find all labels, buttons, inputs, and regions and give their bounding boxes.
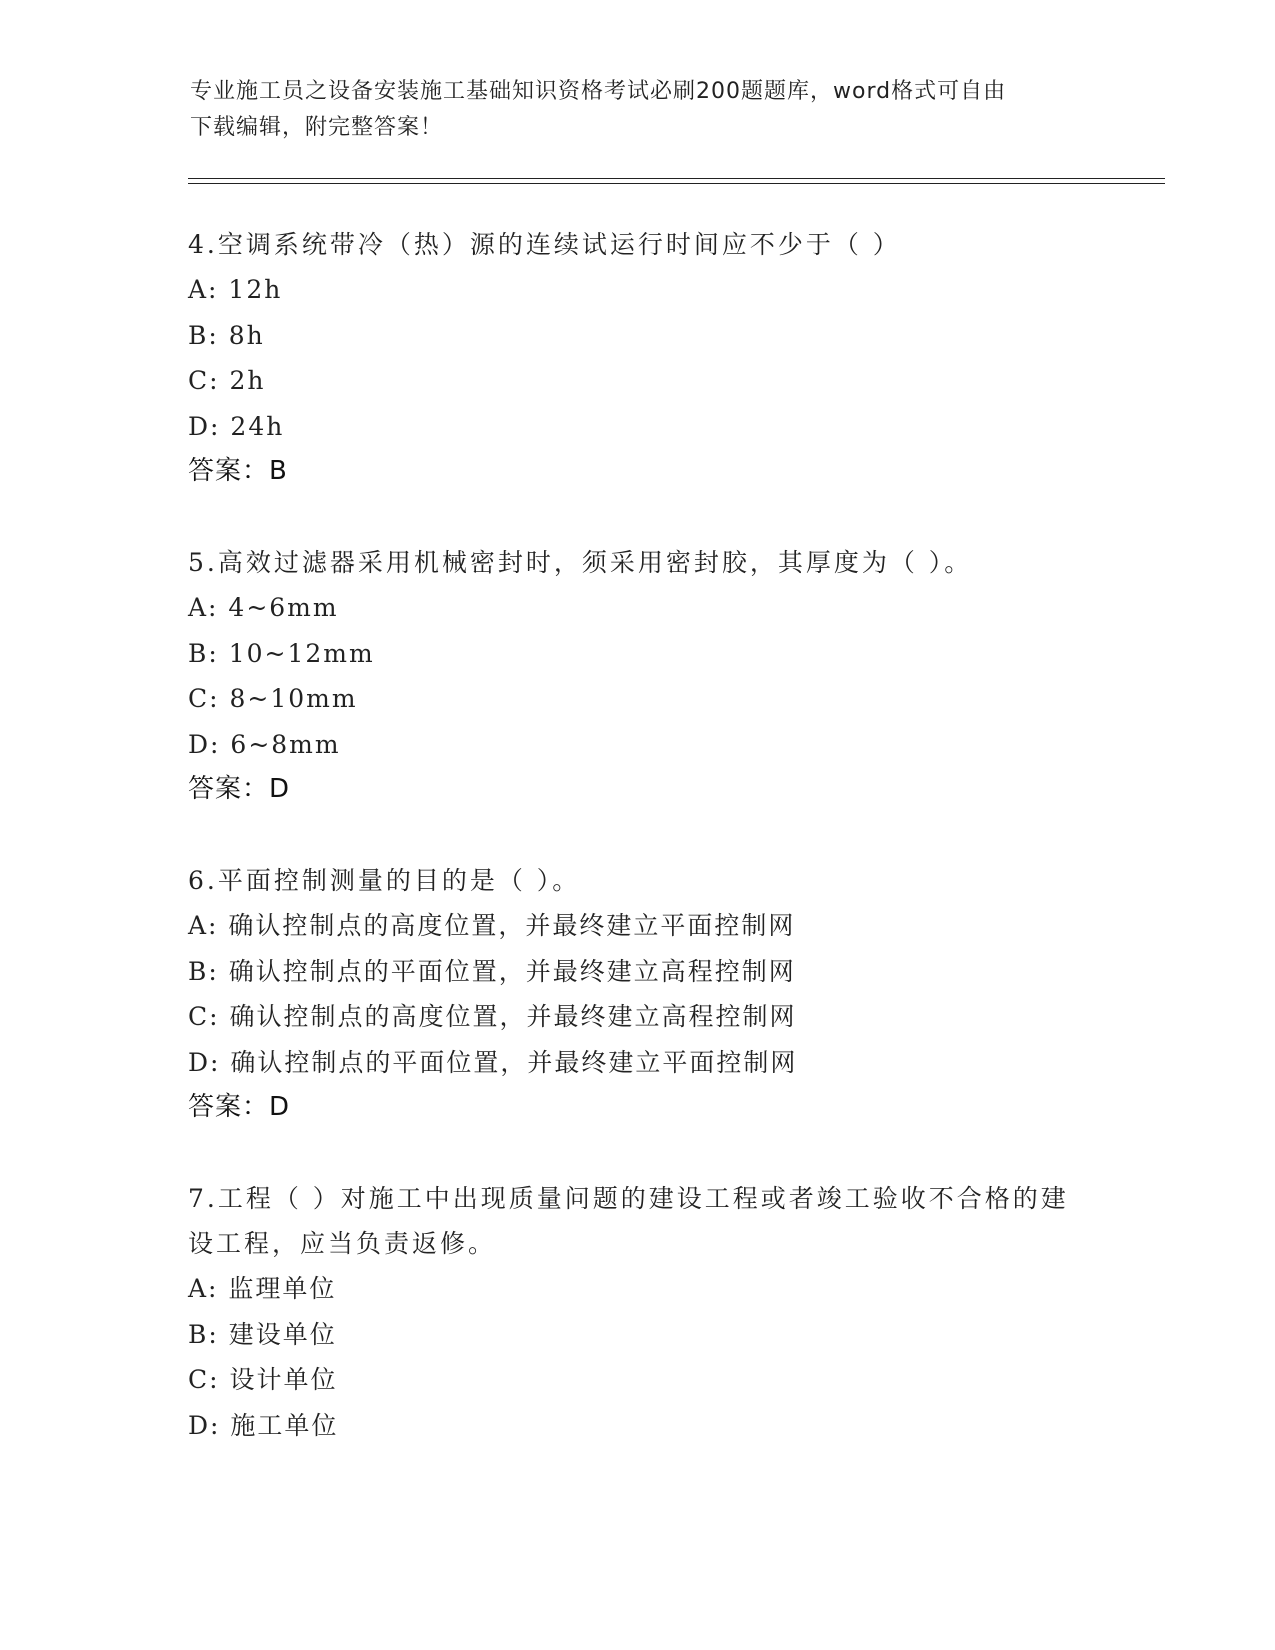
question-stem: 7.工程（ ）对施工中出现质量问题的建设工程或者竣工验收不合格的建设工程，应当负责返修。 (188, 1184, 1069, 1258)
question-4 (188, 222, 1148, 493)
question-stem: 5.高效过滤器采用机械密封时，须采用密封胶，其厚度为（ ）。 (188, 548, 973, 577)
question-5 (188, 540, 1148, 811)
option-b: B: 确认控制点的平面位置，并最终建立高程控制网 (188, 956, 796, 986)
question-6 (188, 858, 1148, 1129)
answer-line (188, 1085, 1148, 1129)
option-b: B: 建设单位 (188, 1319, 337, 1349)
option-b: B: 10~12mm (188, 638, 375, 668)
option-c: C: 确认控制点的高度位置，并最终建立高程控制网 (188, 1002, 797, 1031)
option-c: C: 2h (188, 366, 266, 395)
option-a: A: 4~6mm (188, 593, 339, 622)
answer-line (188, 767, 1148, 811)
option-c: C: 8~10mm (188, 684, 358, 713)
question-7 (188, 1176, 1088, 1448)
question-stem: 4.空调系统带冷（热）源的连续试运行时间应不少于（ ） (188, 230, 901, 259)
header-divider (188, 178, 1165, 184)
answer-label: 答案： (188, 774, 270, 804)
option-c: C: 设计单位 (188, 1365, 338, 1394)
answer-value: D (269, 774, 291, 804)
header-title-line-1: 专业施工员之设备安装施工基础知识资格考试必刷200题题库，word格式可自由 (190, 79, 1007, 104)
answer-label: 答案： (188, 1092, 270, 1122)
option-d: D: 24h (188, 411, 285, 441)
answer-line (188, 449, 1148, 493)
header-title-line-2: 下载编辑，附完整答案！ (190, 115, 444, 140)
answer-value: B (269, 456, 288, 486)
option-d: D: 确认控制点的平面位置，并最终建立平面控制网 (188, 1047, 798, 1077)
answer-value: D (269, 1092, 291, 1122)
option-d: D: 施工单位 (188, 1410, 339, 1440)
option-b: B: 8h (188, 320, 265, 350)
option-a: A: 12h (188, 275, 283, 304)
option-d: D: 6~8mm (188, 729, 341, 759)
document-header (190, 74, 1090, 146)
question-stem: 6.平面控制测量的目的是（ ）。 (188, 866, 581, 895)
option-a: A: 确认控制点的高度位置，并最终建立平面控制网 (188, 911, 796, 940)
option-a: A: 监理单位 (188, 1274, 337, 1303)
answer-label: 答案： (188, 456, 270, 486)
